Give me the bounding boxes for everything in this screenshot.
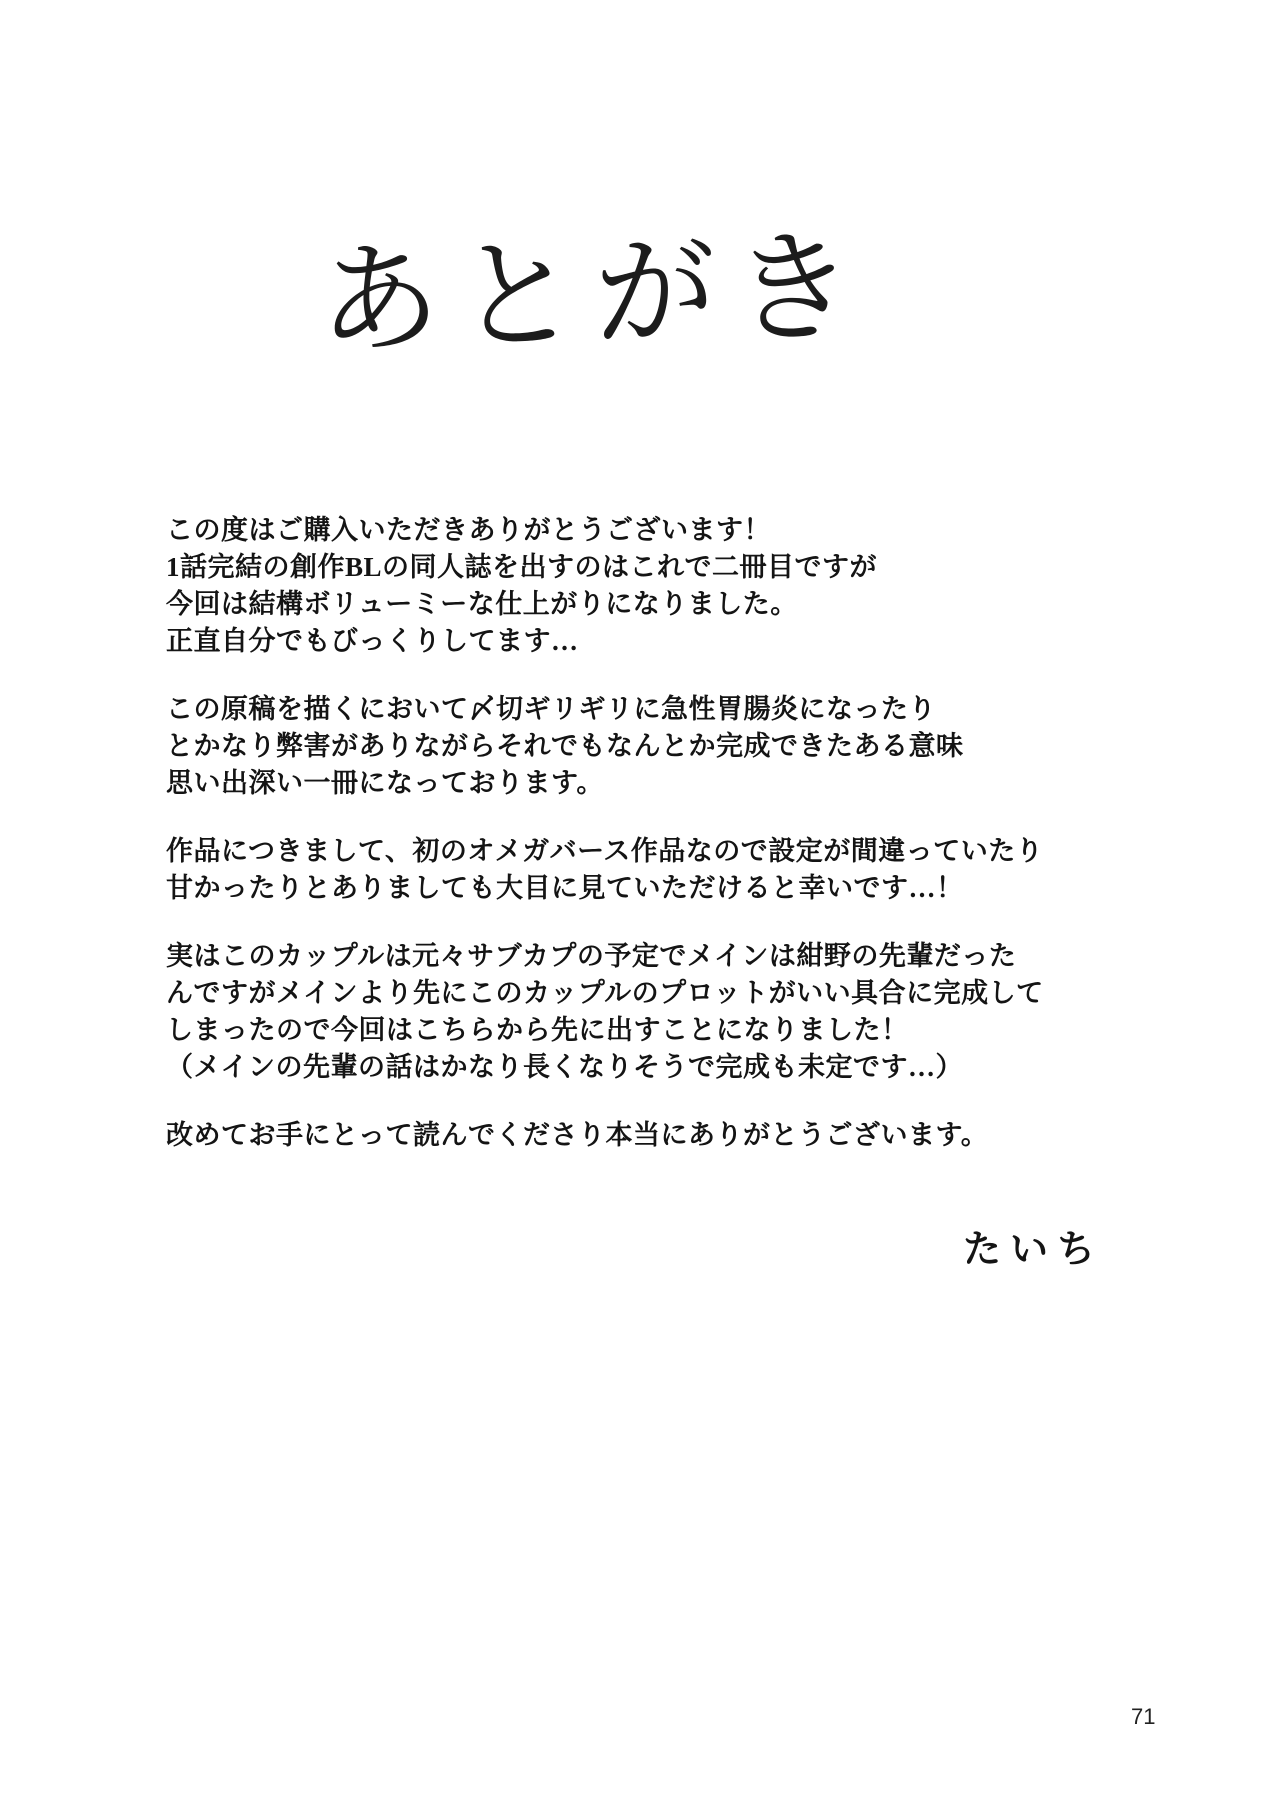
text-line: （メインの先輩の話はかなり長くなりそうで完成も未定です…） (166, 1052, 963, 1082)
text-line: この原稿を描くにおいて〆切ギリギリに急性胃腸炎になったり (166, 694, 936, 724)
author-signature: たいち (963, 1229, 1105, 1271)
text-line: 実はこのカップルは元々サブカプの予定でメインは紺野の先輩だった (166, 941, 1017, 971)
paragraph (166, 691, 1126, 802)
text-line: この度はご購入いただきありがとうございます！ (166, 515, 771, 545)
text-line: 甘かったりとありましても大目に見ていただけると幸いです…！ (166, 873, 964, 903)
text-line: 思い出深い一冊になっております。 (166, 768, 604, 798)
afterword-body (166, 512, 1126, 1185)
text-line: 1話完結の創作BLの同人誌を出すのはこれで二冊目ですが (166, 552, 878, 582)
paragraph (166, 833, 1126, 907)
page-number: 71 (1131, 1704, 1156, 1729)
text-line: んですがメインより先にこのカップルのプロットがいい具合に完成して (166, 978, 1044, 1008)
paragraph (166, 938, 1126, 1086)
paragraph (166, 512, 1126, 660)
text-line: 正直自分でもびっくりしてます… (166, 626, 579, 656)
page-title: あとがき (316, 220, 872, 371)
text-line: とかなり弊害がありながらそれでもなんとか完成できたある意味 (166, 731, 964, 761)
paragraph (166, 1117, 1126, 1154)
text-line: 作品につきまして、初のオメガバース作品なので設定が間違っていたり (166, 836, 1044, 866)
text-line: 改めてお手にとって読んでくださり本当にありがとうございます。 (166, 1120, 989, 1150)
text-line: 今回は結構ボリューミーな仕上がりになりました。 (166, 589, 798, 619)
text-line: しまったので今回はこちらから先に出すことになりました！ (166, 1015, 909, 1045)
